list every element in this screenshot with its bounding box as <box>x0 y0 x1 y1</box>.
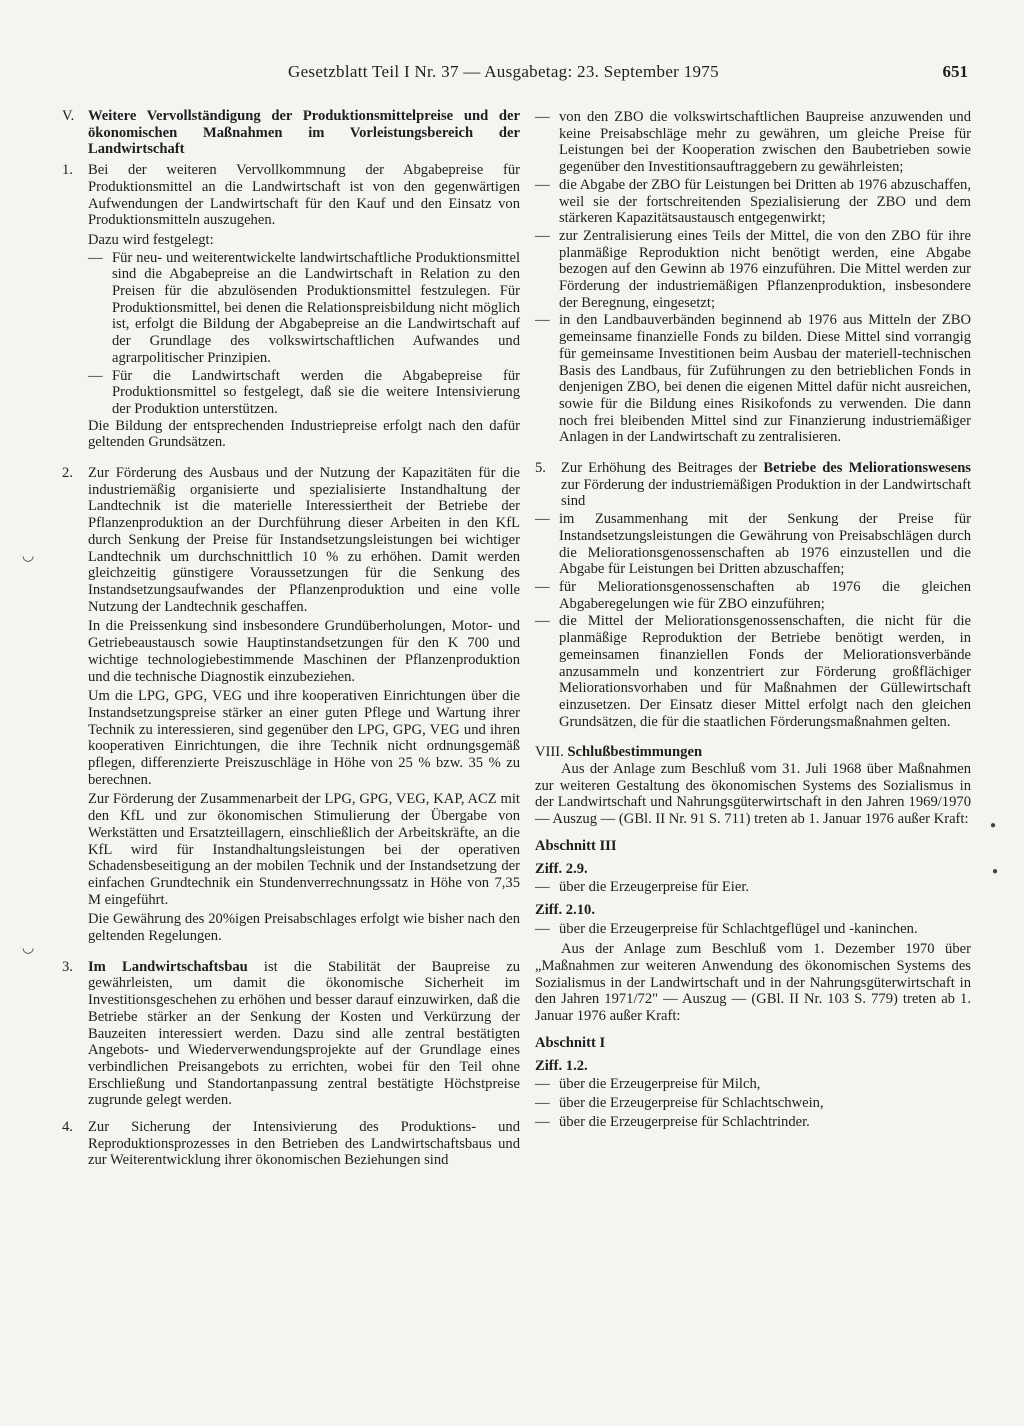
list-item: — die Mittel der Meliorationsgenossenschaften, die nicht für die planmäßige Reproduktion der Betriebe benötigt werden, in gemeinsamen finanziellen Fonds der Meliorationsverbände anzusammeln und konzentriert zur Förderung großflächiger Meliorationsvorhaben und für Maßnahmen der Güllewirtschaft einzusetzen. Der Einsatz dieser Mittel erfolgt nach den gleichen Grundsätzen, die für die staatlichen Förderungsmaßnahmen gelten. <box>535 613 971 730</box>
item-1 <box>62 162 520 451</box>
paragraph: Um die LPG, GPG, VEG und ihre kooperativen Einrichtungen über die Instandsetzungspreise stärker an einer guten Pflege und Wartung ihrer Technik zu interessieren, sind gegenüber den LPG, GPG, VEG und ihren kooperativen Einrichtungen, die ihre Technik nicht ordnungsgemäß pflegen, differenzierte Preiszuschläge in Höhe von 25 % bzw. 35 % zu berechnen. <box>88 688 520 788</box>
paragraph: Zur Förderung der Zusammenarbeit der LPG, GPG, VEG, KAP, ACZ mit den KfL und zur ökonomischen Stimulierung der Übergabe von Werkstätten und Ersatzteillagern, einschließlich der Arbeitskräfte, an die KfL wird für Instandhaltungsleistungen bei der operativen Schadensbeseitigung an der mobilen Technik und der Instandsetzung der einfachen Grundtechnik ein Stundenverrechnungssatz in Höhe von 7,35 M eingeführt. <box>88 791 520 908</box>
left-column <box>62 108 520 1169</box>
paragraph: Zur Förderung des Ausbaus und der Nutzung der Kapazitäten für die industriemäßig organisierte und spezialisierte Instandhaltung der Landtechnik ist die materielle Interessiertheit der Betriebe der Pflanzenproduktion an der Durchführung dieser Arbeiten in den KfL durch Senkung der Preise für Instandsetzungsleistungen bei wichtiger Landtechnik um durchschnittlich 10 % zu erhöhen. Damit werden gleichzeitig günstigere Voraussetzungen für die Senkung des Instandsetzungsaufwandes der Pflanzenproduktion und eine volle Nutzung der Landtechnik geschaffen. <box>88 465 520 615</box>
dash-marker: — <box>535 227 550 244</box>
right-column <box>535 108 971 1130</box>
list-item: — die Abgabe der ZBO für Leistungen bei Dritten ab 1976 abzuschaffen, weil sie der fortschreitenden Spezialisierung der ZBO und dem stärkeren Kapazitätsaustausch entgegenwirkt; <box>535 176 971 227</box>
item-1-intro: Bei der weiteren Vervollkommnung der Abgabepreise für Produktionsmittel an die Landwirtschaft ist von den gegenwärtigen Aufwendungen der Landwirtschaft für den Kauf und den Einsatz von Produktionsmitteln auszugehen. <box>88 162 520 229</box>
ziff-2-9: Ziff. 2.9. <box>535 860 588 877</box>
section-viii-heading <box>535 744 971 761</box>
dash-marker: — <box>535 578 550 595</box>
viii-paragraph-1: Aus der Anlage zum Beschluß vom 31. Juli 1968 über Maßnahmen zur weiteren Gestaltung des ökonomischen Systems des Sozialismus in der Landwirtschaft und Nahrungsgüterwirtschaft in den Jahren 1969/1970 — Auszug — (GBl. II Nr. 91 S. 711) treten ab 1. Januar 1976 außer Kraft: <box>535 761 971 828</box>
list-item: — Für die Landwirtschaft werden die Abgabepreise für Produktionsmittel so festgelegt, daß sie die weitere Intensivierung der Produktion unterstützen. <box>88 367 520 417</box>
section-v-heading <box>62 108 520 158</box>
margin-dot: ● <box>992 866 999 877</box>
dash-marker: — <box>535 1094 550 1111</box>
dash-marker: — <box>535 176 550 193</box>
dash-marker: — <box>535 511 550 528</box>
list-item: — über die Erzeugerpreise für Schlachtrinder. <box>535 1113 810 1130</box>
item-1-dash-list <box>88 250 520 418</box>
margin-mark: ◡ <box>22 549 35 564</box>
ziff-2-10: Ziff. 2.10. <box>535 901 595 918</box>
dash-marker: — <box>88 367 103 384</box>
item-1-note: Die Bildung der entsprechenden Industriepreise erfolgt nach den dafür geltenden Grundsätzen. <box>88 417 520 451</box>
list-item: — über die Erzeugerpreise für Schlachtgeflügel und -kaninchen. <box>535 920 918 937</box>
abschnitt-i: Abschnitt I <box>535 1034 606 1051</box>
list-item: — über die Erzeugerpreise für Eier. <box>535 879 750 896</box>
item-3-lead: Im Landwirtschaftsbau <box>88 958 248 975</box>
dash-marker: — <box>535 1113 550 1130</box>
item-number: 4. <box>62 1119 73 1136</box>
list-item: — für Meliorationsgenossenschaften ab 1976 die gleichen Abgaberegelungen wie für ZBO einzuführen; <box>535 578 971 612</box>
list-item: — zur Zentralisierung eines Teils der Mittel, die von den ZBO für ihre planmäßige Reproduktion nicht benötigt werden, eine Abgabe bezogen auf den Gewinn ab 1976 einzuführen. Die Mittel werden zur Förderung der industriemäßigen Pflanzenproduktion, insbesondere der Beregnung, eingesetzt; <box>535 227 971 311</box>
list-item: — von den ZBO die volkswirtschaftlichen Baupreise anzuwenden und keine Preisabschläge mehr zu gewähren, um gleiche Preise für Leistungen bei der Kooperation zwischen den Baubetrieben sowie gegenüber den Investitionsauftraggebern zu gewährleisten; <box>535 109 971 176</box>
list-item: — in den Landbauverbänden beginnend ab 1976 aus Mitteln der ZBO gemeinsame finanzielle Fonds zu bilden. Diese Mittel sind vorrangig für gemeinsame Investitionen beim Ausbau der materiell-technischen Basis des Landbaus, für Zuführungen zu den betrieblichen Fonds in denjenigen ZBO, bei denen die eigenen Mittel dafür nicht ausreichen, sowie für die Bildung eines Risikofonds zu verwenden. Die dann noch frei bleibenden Mittel sind zur Finanzierung industriemäßiger Anlagen in der Landwirtschaft zu zentralisieren. <box>535 312 971 446</box>
item-3 <box>62 959 520 1109</box>
dash-marker: — <box>535 613 550 630</box>
margin-dot: ● <box>990 820 997 831</box>
list-item: — Für neu- und weiterentwickelte landwirtschaftliche Produktionsmittel sind die Abgabepreise an die Landwirtschaft in Relation zu den Preisen für die abzulösenden Produktionsmittel festzulegen. Für Produktionsmittel, bei denen die Relationspreisbildung nicht möglich ist, erfolgt die Bildung der Abgabepreise an die Landwirtschaft auf der Grundlage des volkswirtschaftlichen Aufwandes und agrarpolitischer Prinzipien. <box>88 249 520 366</box>
list-item: — über die Erzeugerpreise für Milch, <box>535 1076 761 1093</box>
section-title: Schlußbestimmungen <box>567 744 703 761</box>
item-number: 5. <box>535 460 546 477</box>
item-number: 2. <box>62 465 73 482</box>
dash-marker: — <box>535 312 550 329</box>
ziff-1-2: Ziff. 1.2. <box>535 1057 588 1074</box>
dash-marker: — <box>535 109 550 125</box>
list-item: — im Zusammenhang mit der Senkung der Preise für Instandsetzungsleistungen die Gewährung von Preisabschlägen durch die Meliorationsgenossenschaften ab 1976 einzustellen und die Abgabe für Leistungen bei Dritten abzuschaffen; <box>535 511 971 578</box>
dash-marker: — <box>535 1076 550 1093</box>
dash-marker: — <box>535 920 550 937</box>
page-header <box>62 62 968 88</box>
dash-marker: — <box>88 249 103 266</box>
section-number: V. <box>62 108 75 124</box>
section-number: VIII. <box>535 744 564 761</box>
item-5 <box>535 460 971 510</box>
page-number: 651 <box>942 62 968 81</box>
paragraph: Die Gewährung des 20%igen Preisabschlages erfolgt wie bisher nach den geltenden Regelungen. <box>88 911 520 945</box>
item-2 <box>62 465 520 945</box>
item-4 <box>62 1119 520 1169</box>
abschnitt-iii: Abschnitt III <box>535 837 617 854</box>
item-number: 3. <box>62 958 73 975</box>
item-5-dash-list <box>535 511 971 730</box>
item-number: 1. <box>62 162 73 179</box>
item-5-intro: Zur Erhöhung des Beitrages der Betriebe des Meliorationswesens zur Förderung der industriemäßigen Produktion in der Landwirtschaft sind <box>561 460 971 510</box>
list-item: — über die Erzeugerpreise für Schlachtschwein, <box>535 1094 824 1111</box>
item-3-text: Im Landwirtschaftsbau ist die Stabilität der Baupreise zu gewährleisten, um damit die ökonomische Sicherheit im Investitionsgeschehen zu erhöhen und besser darauf einzuwirken, daß die Betriebe stärker an der Senkung der Kosten und Verkürzung der Bauzeiten interessiert werden. Dazu sind alle zentral bestätigten Angebots- und Wiederverwendungsprojekte auf der Grundlage eines verbindlichen Preisangebots zu errichten, wobei für den Teil ohne Erschließung und Standortanpassung zentral bestätigte Höchstpreise zugrunde gelegt werden. <box>88 958 520 1109</box>
paragraph: In die Preissenkung sind insbesondere Grundüberholungen, Motor- und Getriebeaustausch sowie Hauptinstandsetzungen für den K 700 und wichtige technologiebestimmende Maschinen der Pflanzenproduktion und die technische Diagnostik einzubeziehen. <box>88 618 520 685</box>
section-title: Weitere Vervollständigung der Produktionsmittelpreise und der ökonomischen Maßnahmen im Vorleistungsbereich der Landwirtschaft <box>88 108 520 158</box>
item-1-dazu: Dazu wird festgelegt: <box>88 231 214 248</box>
viii-paragraph-2: Aus der Anlage zum Beschluß vom 1. Dezember 1970 über „Maßnahmen zur weiteren Anwendung des ökonomischen Systems des Sozialismus in der Landwirtschaft und in der Nahrungsgüterwirtschaft in den Jahren 1971/72" — Auszug — (GBl. II Nr. 103 S. 779) treten ab 1. Januar 1976 außer Kraft: <box>535 941 971 1025</box>
gazette-title: Gesetzblatt Teil I Nr. 37 — Ausgabetag: 23. September 1975 <box>288 62 719 81</box>
dash-marker: — <box>535 879 550 896</box>
item-4-text: Zur Sicherung der Intensivierung des Produktions- und Reproduktionsprozesses in den Betrieben des Landwirtschaftsbaus und zur Weiterentwicklung ihrer ökonomischen Beziehungen sind <box>88 1119 520 1169</box>
margin-mark: ◡ <box>22 941 35 956</box>
item-4-dash-list <box>535 109 971 446</box>
